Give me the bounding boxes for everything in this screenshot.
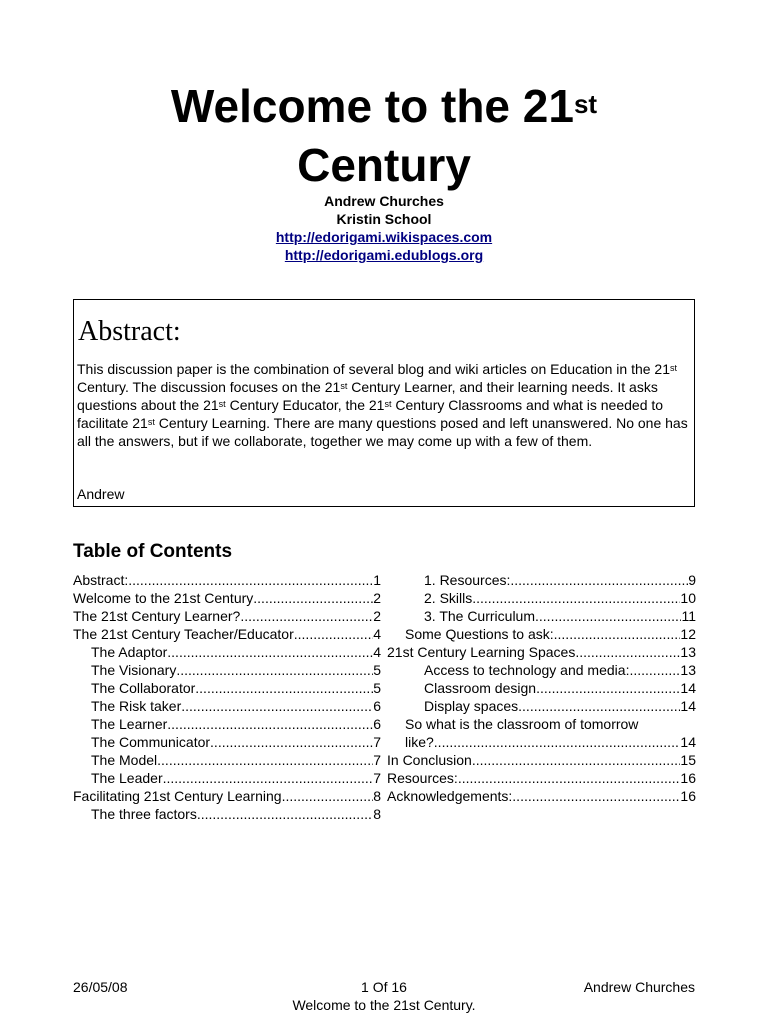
toc-entry[interactable]	[387, 679, 696, 697]
abstract-text: This discussion paper is the combination of several blog and wiki articles on Education in the 21st Century. The discussion focuses on the 21st Century Learner, and their learning needs. It asks questions about the 21st Century Educator, the 21st Century Classrooms and what is needed to facilitate 21st Century Learning. There are many questions posed and left unanswered. No one has all the answers, but if we collaborate, together we may come up with a few of them.	[77, 361, 688, 449]
toc-entry-title: The Model	[91, 752, 158, 768]
document-title-line2: Century	[297, 139, 471, 191]
abstract-box	[73, 299, 695, 507]
toc-entry-title: Classroom design	[424, 680, 537, 696]
toc-entry-page: 8	[373, 806, 381, 822]
toc-entry-title: The 21st Century Learner?	[73, 608, 241, 624]
toc-entry-title: Abstract:	[73, 572, 129, 588]
toc-entry-page: 11	[681, 608, 696, 624]
toc-entry[interactable]	[387, 589, 696, 607]
toc-entry-title: 2. Skills	[424, 590, 473, 606]
toc-leader-dots	[472, 589, 680, 607]
toc-leader-dots	[181, 697, 373, 715]
toc-entry-title: The Adaptor	[91, 644, 168, 660]
toc-entry-page: 5	[373, 662, 381, 678]
toc-entry[interactable]	[387, 661, 696, 679]
toc-entry-title: like?	[405, 734, 434, 750]
toc-entry[interactable]	[387, 715, 696, 733]
toc-entry-title: In Conclusion	[387, 752, 472, 768]
toc-entry[interactable]	[73, 607, 381, 625]
toc-entry-page: 8	[373, 788, 381, 804]
toc-entry[interactable]	[73, 787, 381, 805]
toc-entry-page: 4	[373, 626, 381, 642]
toc-leader-dots	[629, 661, 680, 679]
toc-entry-title: The Risk taker	[91, 698, 182, 714]
wikispaces-link[interactable]: http://edorigami.wikispaces.com	[275, 229, 493, 245]
toc-entry-title: The three factors	[91, 806, 197, 822]
footer-title: Welcome to the 21st Century.	[292, 997, 476, 1013]
toc-entry-page: 6	[373, 698, 381, 714]
toc-entry-page: 15	[680, 752, 696, 768]
toc-leader-dots	[554, 625, 681, 643]
toc-entry[interactable]	[387, 625, 696, 643]
toc-entry[interactable]	[73, 751, 381, 769]
toc-entry-title: Resources:	[387, 770, 458, 786]
toc-entry-title: Display spaces	[424, 698, 519, 714]
toc-leader-dots	[575, 643, 680, 661]
toc-entry-title: The Communicator	[91, 734, 211, 750]
toc-entry[interactable]	[73, 697, 381, 715]
toc-entry-title: The Leader	[91, 770, 163, 786]
footer-page-number: 1 Of 16	[361, 979, 407, 995]
abstract-signature: Andrew	[77, 486, 125, 502]
toc-entry-title: Some Questions to ask:	[405, 626, 554, 642]
school-name: Kristin School	[336, 211, 432, 227]
toc-entry-page: 7	[373, 752, 381, 768]
toc-entry[interactable]	[73, 715, 381, 733]
footer-date: 26/05/08	[73, 979, 128, 995]
toc-leader-dots	[197, 805, 373, 823]
toc-entry[interactable]	[73, 769, 381, 787]
toc-entry[interactable]	[73, 733, 381, 751]
toc-leader-dots	[458, 769, 681, 787]
toc-leader-dots	[210, 733, 373, 751]
toc-entry[interactable]	[387, 697, 696, 715]
toc-leader-dots	[512, 787, 680, 805]
toc-entry-title: So what is the classroom of tomorrow	[405, 716, 639, 732]
toc-leader-dots	[536, 679, 680, 697]
toc-entry[interactable]	[387, 643, 696, 661]
toc-entry-title: The Collaborator	[91, 680, 196, 696]
toc-entry[interactable]	[73, 679, 381, 697]
toc-leader-dots	[294, 625, 373, 643]
abstract-heading: Abstract:	[78, 316, 181, 347]
toc-entry[interactable]	[73, 643, 381, 661]
toc-entry-page: 10	[680, 590, 696, 606]
toc-leader-dots	[167, 715, 373, 733]
toc-leader-dots	[253, 589, 373, 607]
toc-entry[interactable]	[387, 607, 696, 625]
toc-right-column	[387, 571, 696, 805]
toc-leader-dots	[638, 715, 696, 733]
toc-entry-title: The 21st Century Teacher/Educator	[73, 626, 294, 642]
toc-leader-dots	[472, 751, 681, 769]
toc-entry-page: 7	[373, 770, 381, 786]
toc-entry-page: 4	[373, 644, 381, 660]
toc-entry[interactable]	[387, 751, 696, 769]
toc-entry-page: 14	[680, 680, 696, 696]
toc-entry-page: 16	[680, 788, 696, 804]
toc-entry-page: 2	[373, 608, 381, 624]
toc-entry[interactable]	[73, 805, 381, 823]
toc-entry[interactable]	[73, 661, 381, 679]
title-superscript: st	[573, 89, 598, 119]
toc-entry[interactable]	[73, 589, 381, 607]
toc-entry-title: Access to technology and media:	[424, 662, 630, 678]
toc-entry-title: 3. The Curriculum	[424, 608, 536, 624]
toc-entry-title: The Learner	[91, 716, 168, 732]
toc-left-column	[73, 571, 381, 823]
toc-leader-dots	[434, 733, 681, 751]
toc-entry-title: The Visionary	[91, 662, 177, 678]
toc-entry-page: 5	[373, 680, 381, 696]
toc-entry[interactable]	[387, 733, 696, 751]
title-text: Welcome to the 21	[170, 80, 574, 132]
toc-leader-dots	[518, 697, 680, 715]
toc-entry[interactable]	[387, 769, 696, 787]
toc-entry[interactable]	[387, 787, 696, 805]
edublogs-link[interactable]: http://edorigami.edublogs.org	[284, 247, 484, 263]
toc-leader-dots	[195, 679, 373, 697]
toc-entry[interactable]	[387, 571, 696, 589]
toc-entry-page: 13	[680, 662, 696, 678]
toc-entry-page: 14	[680, 698, 696, 714]
toc-entry-page: 2	[373, 590, 381, 606]
toc-entry-page: 14	[680, 734, 696, 750]
toc-entry-title: 1. Resources:	[424, 572, 511, 588]
toc-entry-page: 12	[680, 626, 696, 642]
toc-entry-page: 9	[688, 572, 696, 588]
toc-entry-title: Acknowledgements:	[387, 788, 513, 804]
toc-leader-dots	[240, 607, 373, 625]
toc-entry-page: 7	[373, 734, 381, 750]
toc-entry-title: Facilitating 21st Century Learning	[73, 788, 282, 804]
toc-entry-page: 16	[680, 770, 696, 786]
toc-leader-dots	[510, 571, 688, 589]
toc-entry-title: Welcome to the 21st Century	[73, 590, 254, 606]
toc-entry-title: 21st Century Learning Spaces	[387, 644, 576, 660]
toc-entry[interactable]	[73, 625, 381, 643]
footer-author: Andrew Churches	[583, 979, 695, 995]
toc-entry-page: 1	[373, 572, 381, 588]
toc-entry[interactable]	[73, 571, 381, 589]
toc-leader-dots	[128, 571, 373, 589]
toc-leader-dots	[176, 661, 373, 679]
toc-leader-dots	[157, 751, 373, 769]
toc-entry-page: 6	[373, 716, 381, 732]
toc-leader-dots	[163, 769, 374, 787]
author-name: Andrew Churches	[324, 193, 444, 209]
toc-entry-page: 13	[680, 644, 696, 660]
toc-leader-dots	[535, 607, 681, 625]
toc-heading: Table of Contents	[73, 541, 233, 562]
document-title	[0, 80, 768, 132]
toc-leader-dots	[282, 787, 374, 805]
toc-leader-dots	[167, 643, 373, 661]
